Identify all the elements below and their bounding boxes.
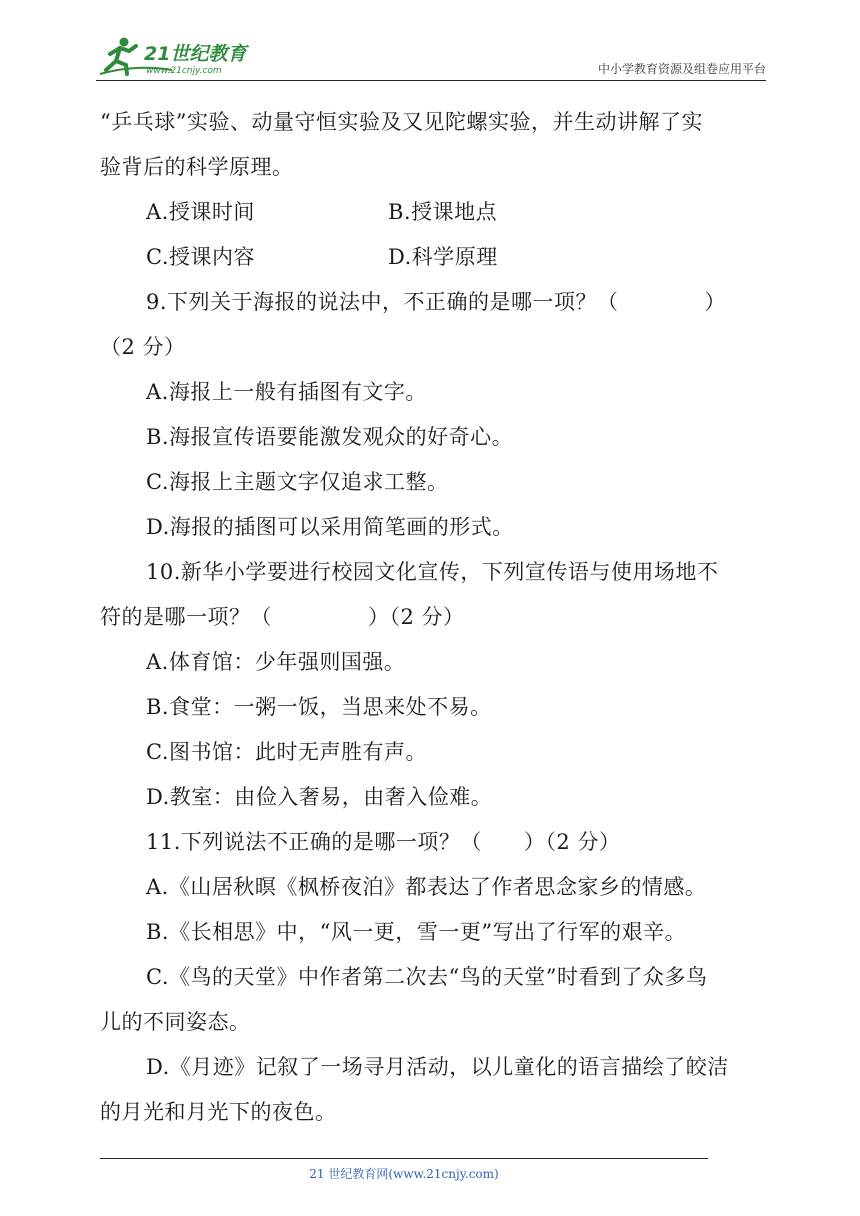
q9-option-c: C.海报上主题文字仅追求工整。 [146,470,449,494]
q11-option-c: C.《鸟的天堂》中作者第二次去“鸟的天堂”时看到了众多鸟 [146,965,708,989]
q10-option-c: C.图书馆：此时无声胜有声。 [146,740,427,764]
q11-stem [100,820,765,865]
q11-stem-text: 11.下列说法不正确的是哪一项？（ [146,830,482,854]
q11-option-d-cont: 的月光和月光下的夜色。 [100,1100,337,1124]
page-header [96,34,766,80]
q8-option-c: C.授课内容 [146,245,255,269]
q9-score: （2 分） [100,335,186,359]
q9-option-a: A.海报上一般有插图有文字。 [146,380,427,404]
footer-text: 21 世纪教育网(www.21cnjy.com) [309,1167,499,1181]
q10-option-b: B.食堂：一粥一饭，当思来处不易。 [146,695,492,719]
header-divider [96,80,766,81]
q11-option-a: A.《山居秋暝《枫桥夜泊》都表达了作者思念家乡的情感。 [146,875,707,899]
paragraph-line: 验背后的科学原理。 [100,155,294,179]
question-content [100,100,765,1135]
q9-option-d: D.海报的插图可以采用简笔画的形式。 [146,515,514,539]
logo [96,34,266,78]
paragraph-line: “乒乓球”实验、动量守恒实验及又见陀螺实验，并生动讲解了实 [100,110,703,134]
footer-divider [100,1158,708,1159]
q8-option-a: A.授课时间 [146,200,255,224]
q8-options-row-2 [100,235,765,280]
q9-stem [100,280,765,325]
q8-option-d: D.科学原理 [388,245,498,269]
q10-option-a: A.体育馆：少年强则国强。 [146,650,406,674]
q10-option-d: D.教室：由俭入奢易，由奢入俭难。 [146,785,493,809]
q10-score: ）（2 分） [368,605,465,629]
q11-option-d: D.《月迹》记叙了一场寻月活动，以儿童化的语言描绘了皎洁 [146,1055,729,1079]
logo-text: 21世纪教育 [144,43,247,65]
q8-option-b: B.授课地点 [388,200,498,224]
q11-score: ）（2 分） [523,830,621,854]
q10-stem-text: 符的是哪一项？（ [100,605,272,629]
q11-option-b: B.《长相思》中，“风一更，雪一更”写出了行军的艰辛。 [146,920,687,944]
q9-option-b: B.海报宣传语要能激发观众的好奇心。 [146,425,514,449]
runner-logo-icon [96,34,266,78]
q9-close-paren: ） [704,290,727,314]
q10-stem-line1: 10.新华小学要进行校园文化宣传，下列宣传语与使用场地不 [146,560,719,584]
q8-options-row-1 [100,190,765,235]
platform-name: 中小学教育资源及组卷应用平台 [597,62,766,76]
q10-stem-line2 [100,595,765,640]
logo-url: www.21cnjy.com [146,66,222,76]
q11-option-c-cont: 儿的不同姿态。 [100,1010,251,1034]
q9-stem-text: 9.下列关于海报的说法中，不正确的是哪一项？（ [146,290,619,314]
